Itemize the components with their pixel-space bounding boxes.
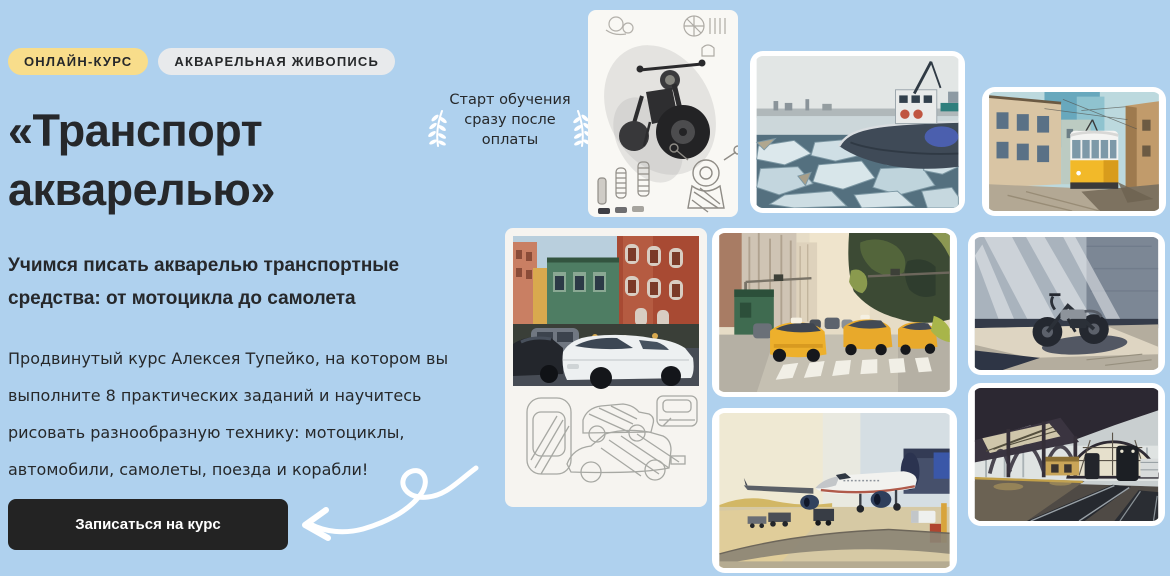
- page-title: [8, 101, 478, 219]
- course-subtitle: Учимся писать акварелью транспортные средства: от мотоцикла до самолета: [8, 255, 400, 309]
- enroll-button[interactable]: Записаться на курс: [8, 499, 288, 550]
- page-title-line2: акварелью»: [8, 164, 275, 215]
- gallery-item-tugboat[interactable]: [750, 51, 965, 213]
- airplane-at-gate-image: [717, 413, 952, 568]
- yellow-taxis-image: [717, 233, 952, 392]
- start-note-line3: оплаты: [481, 132, 539, 148]
- start-note-line1: Старт обучения: [449, 92, 571, 108]
- gallery-item-tram[interactable]: [982, 87, 1166, 216]
- badge-online-course: ОНЛАЙН-КУРС: [8, 48, 148, 75]
- tugboat-image: [755, 56, 960, 208]
- gallery-item-taxis[interactable]: [712, 228, 957, 397]
- start-note-line2: сразу после: [464, 112, 556, 128]
- motorcycle-sketch-image: [588, 10, 738, 217]
- gallery-item-train-station[interactable]: [968, 383, 1165, 526]
- street-and-car-sketches-image: [505, 228, 707, 507]
- badge-row: [8, 48, 478, 75]
- hero-section: [8, 48, 478, 488]
- gallery-item-motorcycle-watercolor[interactable]: [968, 232, 1165, 375]
- train-station-image: [973, 388, 1160, 521]
- tram-image: [987, 92, 1161, 211]
- start-note: [428, 90, 592, 150]
- course-description: Продвинутый курс Алексея Тупейко, на котором вы выполните 8 практических заданий и научитесь рисовать разнообразную технику: мотоциклы, автомобили, самолеты, поезда и корабли!: [8, 349, 449, 479]
- gallery-item-motorcycle-sketch[interactable]: [588, 10, 738, 217]
- laurel-left-icon: [426, 108, 447, 148]
- curved-arrow-icon: [278, 438, 490, 576]
- page-title-line1: «Транспорт: [8, 105, 263, 156]
- gallery-item-street-and-sketches[interactable]: [505, 228, 707, 507]
- badge-watercolor-painting: АКВАРЕЛЬНАЯ ЖИВОПИСЬ: [158, 48, 395, 75]
- motorcycle-by-wall-image: [973, 237, 1160, 370]
- gallery-item-airplane[interactable]: [712, 408, 957, 573]
